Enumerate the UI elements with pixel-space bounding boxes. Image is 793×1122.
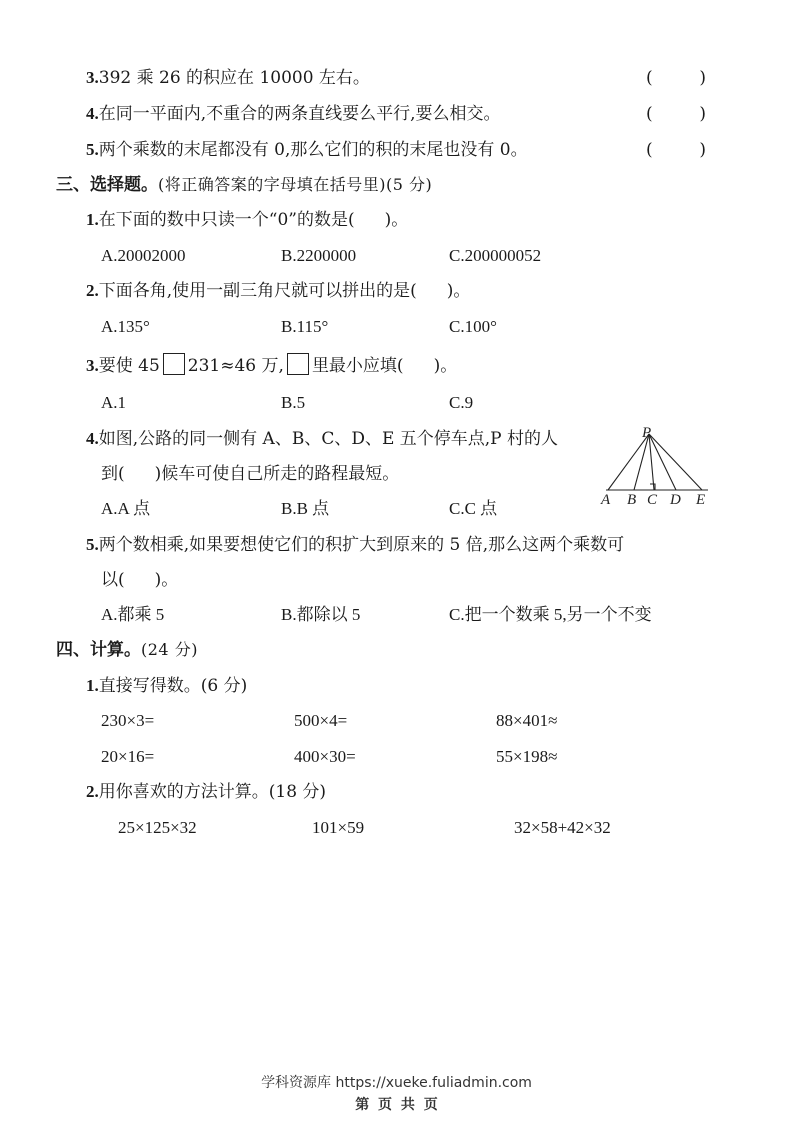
question-stem: 在下面的数中只读一个“0”的数是( xyxy=(98,210,355,230)
calc-part-2 xyxy=(86,780,326,804)
option-a: A.A 点 xyxy=(101,499,151,518)
digit-box[interactable] xyxy=(163,353,185,375)
option-a: A.1 xyxy=(101,393,127,412)
option-b: B.2200000 xyxy=(281,246,357,265)
question-number: 2. xyxy=(86,782,99,801)
question-stem-end: )。 xyxy=(446,281,471,301)
calc-item: 25×125×32 xyxy=(118,818,197,837)
item-number: 5. xyxy=(86,140,99,159)
label-a: A xyxy=(601,492,611,508)
line-pa xyxy=(608,434,649,490)
question-stem: 两个数相乘,如果要想使它们的积扩大到原来的 5 倍,那么这两个乘数可 xyxy=(98,535,625,555)
calc-part-1 xyxy=(86,674,247,698)
calc-item: 400×30= xyxy=(294,747,356,766)
question-number: 1. xyxy=(86,676,99,695)
question-stem-end: )。 xyxy=(154,570,179,590)
option-b: B.5 xyxy=(281,393,306,412)
option-c: C.把一个数乘 5,另一个不变 xyxy=(449,605,652,624)
calc-item: 88×401≈ xyxy=(496,711,558,730)
label-d: D xyxy=(670,492,681,508)
question-stem: 以( xyxy=(101,570,125,590)
section-title: 四、计算。 xyxy=(56,640,141,660)
question-5-line2 xyxy=(101,568,178,592)
line-pe xyxy=(649,434,702,490)
judge-item-4 xyxy=(86,102,501,126)
option-a: A.135° xyxy=(101,317,150,336)
calc-item: 20×16= xyxy=(101,747,155,766)
question-stem-end: )候车可使自己所走的路程最短。 xyxy=(154,464,400,484)
option-b: B.B 点 xyxy=(281,499,330,518)
calc-title: 用你喜欢的方法计算。(18 分) xyxy=(98,782,327,802)
question-number: 2. xyxy=(86,281,99,300)
question-4-line2 xyxy=(101,462,399,486)
digit-box-ref xyxy=(287,353,309,375)
question-stem-end: )。 xyxy=(384,210,409,230)
footer-source: 学科资源库 https://xueke.fuliadmin.com xyxy=(261,1075,532,1091)
item-text: 392 乘 26 的积应在 10000 左右。 xyxy=(98,68,370,88)
label-p: P xyxy=(642,425,652,441)
question-number: 4. xyxy=(86,429,99,448)
calc-item: 55×198≈ xyxy=(496,747,558,766)
option-b: B.都除以 5 xyxy=(281,605,361,624)
item-number: 4. xyxy=(86,104,99,123)
question-number: 5. xyxy=(86,535,99,554)
calc-item: 500×4= xyxy=(294,711,348,730)
judge-item-3 xyxy=(86,66,370,90)
question-number: 1. xyxy=(86,210,99,229)
answer-parentheses[interactable] xyxy=(646,66,706,90)
question-stem-mid: 231≈46 万, xyxy=(187,356,284,376)
section-note: (将正确答案的字母填在括号里)(5 分) xyxy=(158,175,433,194)
question-stem: 如图,公路的同一侧有 A、B、C、D、E 五个停车点,P 村的人 xyxy=(98,429,559,449)
question-stem: 到( xyxy=(101,464,125,484)
label-e: E xyxy=(696,492,706,508)
option-b: B.115° xyxy=(281,317,329,336)
paren-close: ) xyxy=(699,140,706,160)
item-text: 两个乘数的末尾都没有 0,那么它们的积的末尾也没有 0。 xyxy=(98,140,528,160)
question-stem: 下面各角,使用一副三角尺就可以拼出的是( xyxy=(98,281,417,301)
item-text: 在同一平面内,不重合的两条直线要么平行,要么相交。 xyxy=(98,104,501,124)
item-number: 3. xyxy=(86,68,99,87)
question-2 xyxy=(86,279,470,303)
question-5 xyxy=(86,533,624,557)
calc-item: 230×3= xyxy=(101,711,155,730)
paren-close: ) xyxy=(699,68,706,88)
option-c: C.100° xyxy=(449,317,497,336)
option-c: C.C 点 xyxy=(449,499,498,518)
label-b: B xyxy=(627,492,637,508)
section-note: (24 分) xyxy=(141,640,198,659)
calc-item: 101×59 xyxy=(312,818,365,837)
question-number: 3. xyxy=(86,356,99,375)
road-figure xyxy=(596,424,716,508)
answer-parentheses[interactable] xyxy=(646,138,706,162)
question-4 xyxy=(86,427,558,451)
question-stem-end: )。 xyxy=(433,356,458,376)
option-a: A.20002000 xyxy=(101,246,186,265)
section-heading xyxy=(56,638,198,662)
answer-parentheses[interactable] xyxy=(646,102,706,126)
paren-close: ) xyxy=(699,104,706,124)
section-title: 三、选择题。 xyxy=(56,175,158,195)
judge-item-5 xyxy=(86,138,528,162)
question-1 xyxy=(86,208,408,232)
footer-page: 第 页 共 页 xyxy=(355,1097,438,1113)
calc-item: 32×58+42×32 xyxy=(514,818,611,837)
paren-open: ( xyxy=(646,104,653,124)
section-heading xyxy=(56,173,432,197)
question-stem-part3: 里最小应填( xyxy=(311,356,404,376)
paren-open: ( xyxy=(646,68,653,88)
option-c: C.9 xyxy=(449,393,474,412)
calc-title: 直接写得数。(6 分) xyxy=(98,676,248,696)
line-pb xyxy=(634,434,649,490)
question-3 xyxy=(86,353,457,378)
option-a: A.都乘 5 xyxy=(101,605,165,624)
question-stem: 要使 45 xyxy=(98,356,160,376)
label-c: C xyxy=(647,492,658,508)
option-c: C.200000052 xyxy=(449,246,542,265)
paren-open: ( xyxy=(646,140,653,160)
